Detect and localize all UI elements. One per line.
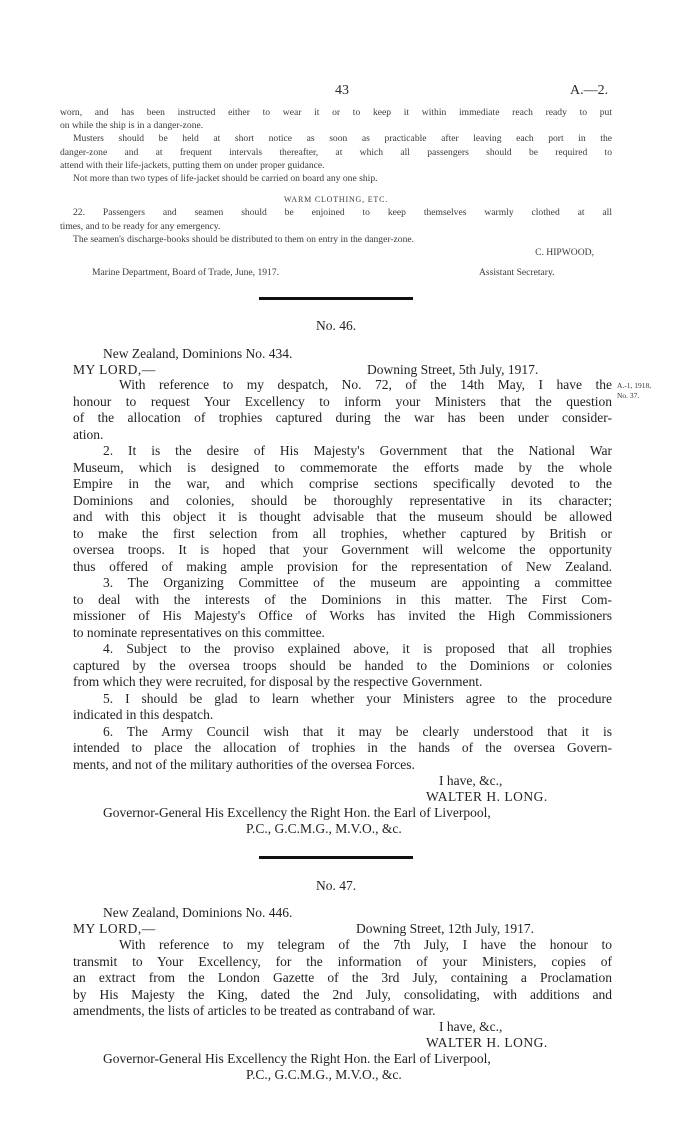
despatch-reference: New Zealand, Dominions No. 434. bbox=[103, 346, 293, 361]
margin-note: A.-1, 1918, bbox=[617, 381, 652, 390]
department-line: Marine Department, Board of Trade, June, 1917. bbox=[92, 267, 280, 278]
text-line: of the allocation of trophies captured during the war has been under consider- bbox=[73, 410, 612, 425]
text-line: ments, and not of the military authorities of the oversea Forces. bbox=[73, 756, 415, 772]
place-date: Downing Street, 12th July, 1917. bbox=[356, 921, 534, 936]
signatory: C. HIPWOOD, bbox=[535, 247, 594, 259]
text-line: 6. The Army Council wish that it may be clearly understood that it is bbox=[103, 723, 612, 739]
text-line: indicated in this despatch. bbox=[73, 707, 214, 722]
text-line: worn, and has been instructed either to wear it or to keep it within immediate reach ready to put bbox=[60, 107, 612, 118]
signatory-title: Assistant Secretary. bbox=[479, 267, 555, 278]
previous-section bbox=[60, 106, 612, 259]
text-line: With reference to my despatch, No. 72, of the 14th May, I have the bbox=[119, 377, 612, 392]
despatch-body bbox=[0, 377, 700, 777]
text-line: times, and to be ready for any emergency. bbox=[60, 220, 221, 232]
document-reference: A.—2. bbox=[570, 83, 609, 98]
text-line: transmit to Your Excellency, for the information of your Ministers, copies of bbox=[73, 953, 612, 969]
addressee-honours: P.C., G.C.M.G., M.V.O., &c. bbox=[246, 821, 402, 836]
text-line: 22. Passengers and seamen should be enjoined to keep themselves warmly clothed at all bbox=[73, 207, 612, 219]
section-divider bbox=[259, 297, 413, 300]
text-line: ation. bbox=[73, 426, 104, 442]
closing: I have, &c., bbox=[439, 1019, 503, 1034]
section-divider bbox=[259, 856, 413, 859]
text-line: 2. It is the desire of His Majesty's Government that the National War bbox=[103, 443, 612, 458]
text-line: thus offered of making ample provision for the representation of New Zealand. bbox=[73, 558, 612, 574]
text-line: amendments, the lists of articles to be treated as contraband of war. bbox=[73, 1003, 436, 1018]
document-number: No. 46. bbox=[316, 318, 357, 333]
despatch-body bbox=[0, 937, 700, 1027]
text-line: The seamen's discharge-books should be distributed to them on entry in the danger-zone. bbox=[73, 233, 415, 245]
text-line: danger-zone and at frequent intervals thereafter, at which all passengers should be required to bbox=[60, 146, 612, 158]
text-line: Dominions and colonies, should be thoroughly representative in its character; bbox=[73, 492, 612, 508]
text-line: to nominate representatives on this committee. bbox=[73, 624, 325, 640]
text-line: Museum, which is designed to commemorate the efforts made by the whole bbox=[73, 459, 612, 475]
addressee-honours: P.C., G.C.M.G., M.V.O., &c. bbox=[246, 1067, 402, 1082]
text-line: by His Majesty the King, dated the 2nd July, consolidating, with additions and bbox=[73, 986, 612, 1002]
despatch-reference: New Zealand, Dominions No. 446. bbox=[103, 905, 293, 920]
text-line: Musters should be held at short notice as soon as practicable after leaving each port in the bbox=[73, 133, 612, 145]
place-date: Downing Street, 5th July, 1917. bbox=[367, 362, 539, 377]
addressee: Governor-General His Excellency the Right Hon. the Earl of Liverpool, bbox=[103, 805, 491, 820]
text-line: captured by the oversea troops should be handed to the Dominions or colonies bbox=[73, 657, 612, 673]
text-line: With reference to my telegram of the 7th July, I have the honour to bbox=[119, 937, 612, 952]
page-number: 43 bbox=[335, 83, 349, 98]
text-line: missioner of His Majesty's Office of Works has invited the High Commissioners bbox=[73, 608, 612, 623]
text-line: 4. Subject to the proviso explained above, it is proposed that all trophies bbox=[103, 641, 612, 656]
text-line: honour to request Your Excellency to inform your Ministers that the question bbox=[73, 393, 612, 409]
text-line: and with this object it is thought advisable that the museum should be allowed bbox=[73, 509, 612, 524]
text-line: from which they were recruited, for disposal by the respective Government. bbox=[73, 674, 483, 689]
text-line: 3. The Organizing Committee of the museum are appointing a committee bbox=[103, 575, 612, 590]
salutation: MY LORD,— bbox=[73, 362, 156, 377]
document-number: No. 47. bbox=[316, 878, 357, 893]
text-line: to deal with the interests of the Dominions in this matter. The First Com- bbox=[73, 591, 612, 607]
text-line: an extract from the London Gazette of the 3rd July, containing a Proclamation bbox=[73, 970, 612, 985]
text-line: on while the ship is in a danger-zone. bbox=[60, 120, 204, 132]
section-heading: WARM CLOTHING, ETC. bbox=[283, 195, 389, 205]
text-line: Empire in the war, and which comprise sections specifically devoted to the bbox=[73, 476, 612, 491]
text-line: intended to place the allocation of trophies in the hands of the oversea Govern- bbox=[73, 740, 612, 755]
text-line: oversea troops. It is hoped that your Government will welcome the opportunity bbox=[73, 542, 612, 557]
signature: WALTER H. LONG. bbox=[426, 1035, 548, 1050]
margin-note: No. 37. bbox=[617, 391, 640, 400]
signature: WALTER H. LONG. bbox=[426, 789, 548, 804]
addressee: Governor-General His Excellency the Right Hon. the Earl of Liverpool, bbox=[103, 1051, 491, 1066]
text-line: to make the first selection from all trophies, whether captured by British or bbox=[73, 525, 612, 541]
text-line: 5. I should be glad to learn whether your Ministers agree to the procedure bbox=[103, 690, 612, 706]
text-line: attend with their life-jackets, putting them on under proper guidance. bbox=[60, 159, 325, 171]
salutation: MY LORD,— bbox=[73, 921, 156, 936]
closing: I have, &c., bbox=[439, 773, 503, 788]
text-line: Not more than two types of life-jacket should be carried on board any one ship. bbox=[73, 173, 378, 185]
